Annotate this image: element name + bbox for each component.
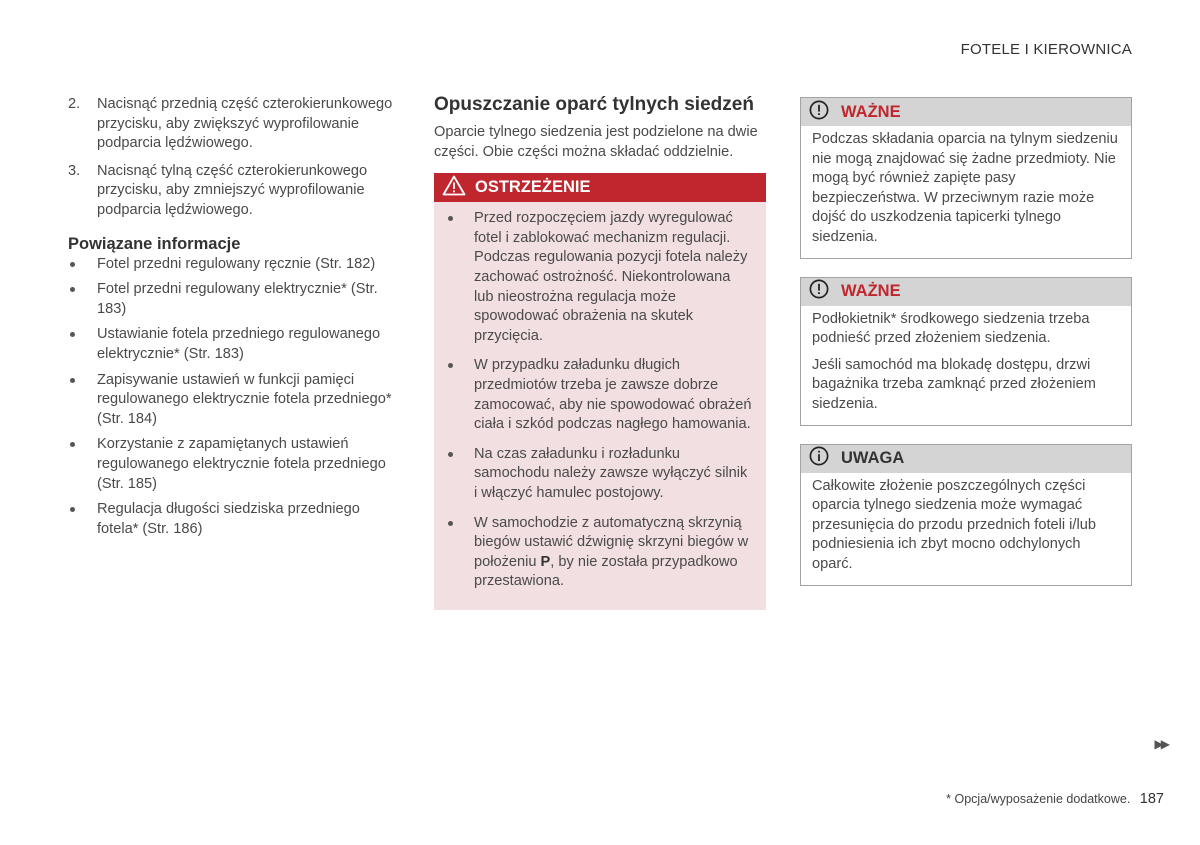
- related-link[interactable]: Fotel przedni regulowany elektrycznie* (Str. 183): [68, 280, 403, 319]
- middle-column: [434, 93, 766, 610]
- exclamation-circle-icon: [809, 279, 841, 304]
- step-3: [68, 162, 403, 221]
- important-text: Podczas składania oparcia na tylnym siedzeniu nie mogą znajdować się żadne przedmioty. Nie mogą być również zapięte pasy bezpieczeństwa. W przeciwnym razie może dojść do uszkodzenia tapicerki tylnego siedzenia.: [812, 131, 1118, 245]
- left-column: [68, 95, 403, 545]
- section-heading: Opuszczanie oparć tylnych siedzeń: [434, 94, 754, 115]
- important-title: WAŻNE: [841, 102, 901, 121]
- warning-title: OSTRZEŻENIE: [475, 178, 591, 197]
- chapter-title: FOTELE I KIEROWNICA: [960, 41, 1132, 58]
- important-box: [800, 97, 1132, 259]
- exclamation-circle-icon: [809, 100, 841, 125]
- warning-item: Na czas załadunku i rozładunku samochodu należy zawsze wyłączyć silnik i włączyć hamulec postojowy.: [474, 445, 752, 504]
- right-column: [800, 97, 1132, 604]
- related-link[interactable]: Fotel przedni regulowany ręcznie (Str. 182): [68, 255, 403, 275]
- related-link[interactable]: Korzystanie z zapamiętanych ustawień regulowanego elektrycznie fotela przedniego (Str. 185): [68, 435, 403, 494]
- note-text: Całkowite złożenie poszczególnych części oparcia tylnego siedzenia może wymagać przesunięcia do przodu przednich foteli i/lub podniesienia ich zbyt mocno odchylonych oparć.: [812, 477, 1096, 572]
- warning-item-text: , by nie została przypadkowo przestawiona.: [474, 553, 738, 590]
- gear-position-label: P: [540, 553, 551, 570]
- related-info-heading: Powiązane informacje: [68, 234, 241, 253]
- warning-item: [474, 514, 752, 592]
- info-circle-icon: [809, 446, 841, 471]
- important-body: [801, 126, 1131, 258]
- warning-list: [434, 202, 766, 592]
- page-number: 187: [1139, 791, 1164, 807]
- warning-item: Przed rozpoczęciem jazdy wyregulować fotel i zablokować mechanizm regulacji. Podczas regulowania pozycji fotela należy zachować ostrożność. Niekontrolowana lub nieostrożna regulacja może spowodować obrażenia na skutek przycięcia.: [474, 209, 752, 346]
- related-info-list: [68, 255, 403, 540]
- warning-triangle-icon: [442, 175, 475, 201]
- step-2: [68, 95, 403, 154]
- note-header: [801, 445, 1131, 473]
- important-header: [801, 98, 1131, 126]
- note-body: [801, 473, 1131, 585]
- step-text: Nacisnąć przednią część czterokierunkowego przycisku, aby zwiększyć wyprofilowanie podparcia lędźwiowego.: [97, 96, 393, 152]
- important-body: [801, 306, 1131, 425]
- warning-header: [434, 173, 766, 202]
- important-box: [800, 277, 1132, 426]
- important-text: Jeśli samochód ma blokadę dostępu, drzwi bagażnika trzeba zamknąć przed złożeniem siedzenia.: [812, 356, 1096, 412]
- step-number: 2.: [68, 96, 81, 112]
- important-title: WAŻNE: [841, 282, 901, 301]
- warning-item-text: W samochodzie z automatyczną skrzynią biegów ustawić dźwignię skrzyni biegów w położeniu: [474, 514, 749, 570]
- important-header: [801, 278, 1131, 306]
- section-intro: Oparcie tylnego siedzenia jest podzielone na dwie części. Obie części można składać oddzielnie.: [434, 124, 758, 160]
- related-link[interactable]: Zapisywanie ustawień w funkcji pamięci regulowanego elektrycznie fotela przedniego* (Str. 184): [68, 371, 403, 430]
- note-title: UWAGA: [841, 449, 905, 468]
- warning-item: W przypadku załadunku długich przedmiotów trzeba je zawsze dobrze zamocować, aby nie spowodować obrażeń ciała i szkód podczas nagłego hamowania.: [474, 356, 752, 434]
- warning-box: [434, 173, 766, 610]
- footnote: * Opcja/wyposażenie dodatkowe.: [946, 792, 1131, 806]
- related-link[interactable]: Ustawianie fotela przedniego regulowanego elektrycznie* (Str. 183): [68, 325, 403, 364]
- note-box: [800, 444, 1132, 586]
- page-footer: [946, 791, 1164, 807]
- step-text: Nacisnąć tylną część czterokierunkowego przycisku, aby zmniejszyć wyprofilowanie podparcia lędźwiowego.: [97, 162, 368, 218]
- continue-arrows-icon: ▶▶: [1154, 737, 1167, 751]
- related-link[interactable]: Regulacja długości siedziska przedniego fotela* (Str. 186): [68, 500, 403, 539]
- step-number: 3.: [68, 162, 81, 179]
- important-text: Podłokietnik* środkowego siedzenia trzeba podnieść przed złożeniem siedzenia.: [812, 310, 1090, 347]
